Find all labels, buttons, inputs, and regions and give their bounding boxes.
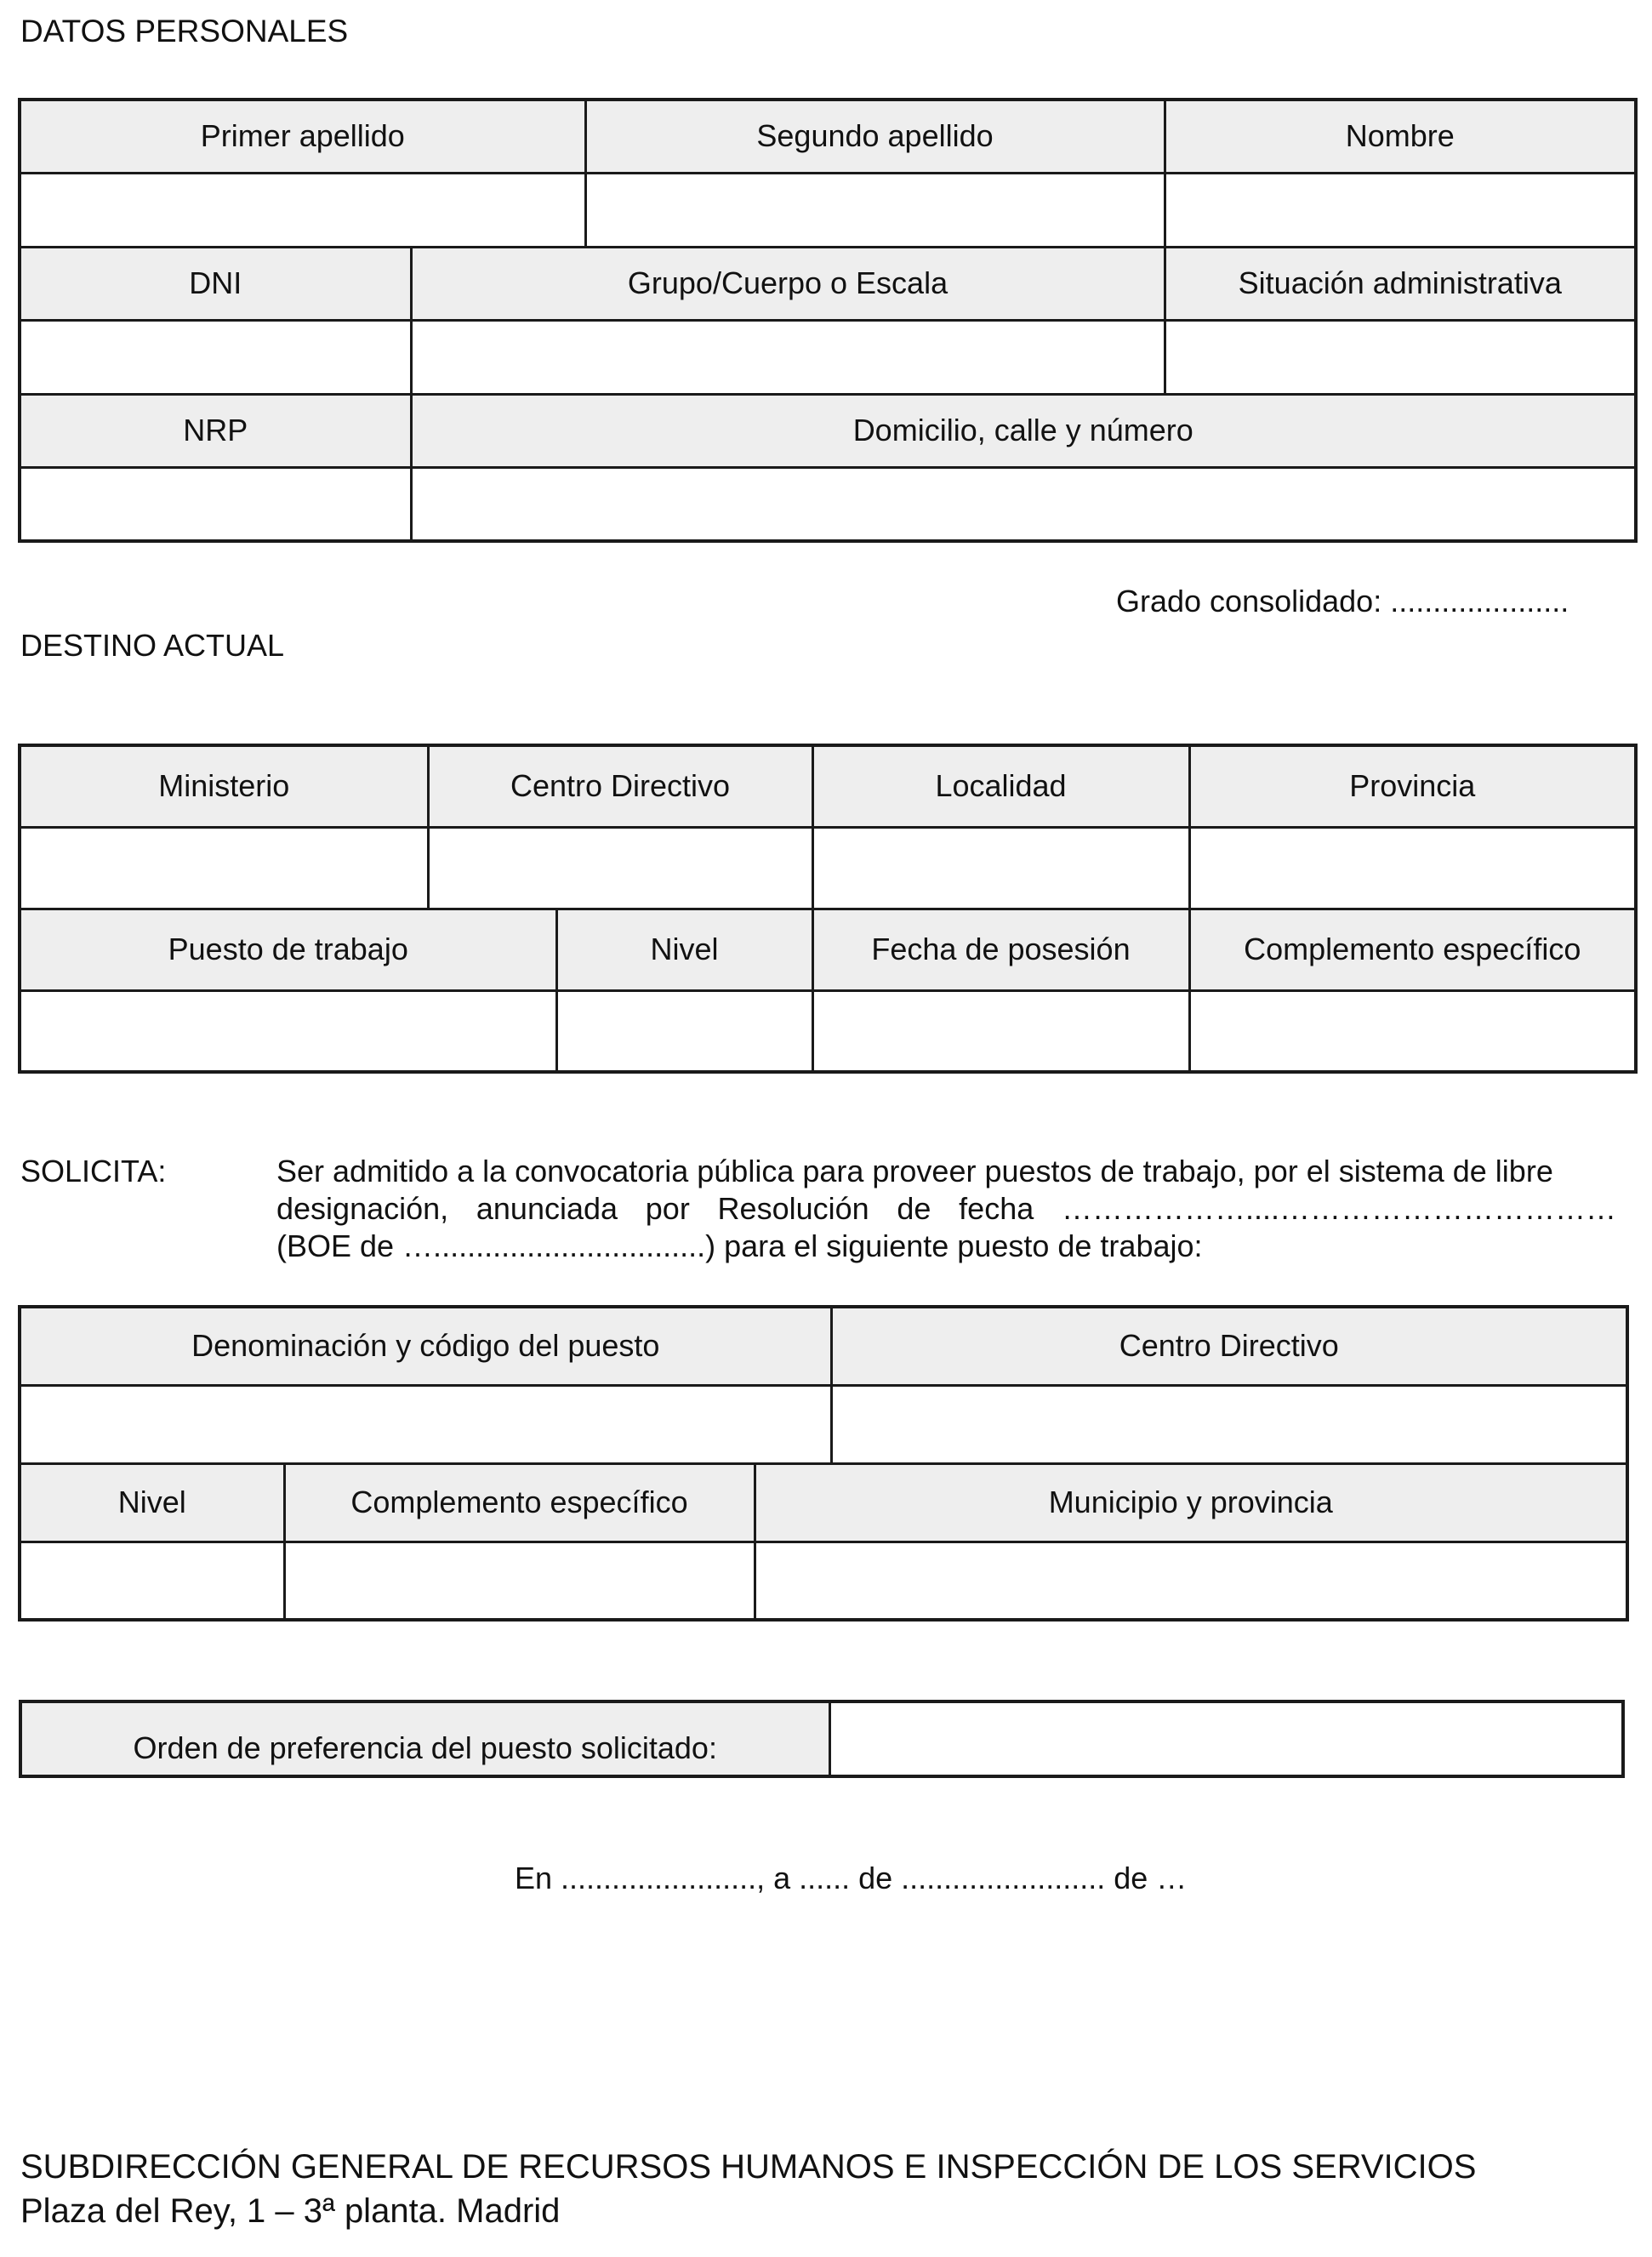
- solicita-word: por: [645, 1191, 690, 1226]
- field-municipio-provincia[interactable]: [755, 1542, 1627, 1620]
- solicita-word: de: [897, 1191, 931, 1226]
- solicita-fecha-dots: ………………....……………………………: [1061, 1191, 1616, 1226]
- section-title-destino-actual: DESTINO ACTUAL: [20, 628, 285, 663]
- solicita-label: SOLICITA:: [20, 1154, 167, 1188]
- header-dni: DNI: [20, 247, 411, 320]
- header-ministerio: Ministerio: [20, 745, 428, 827]
- header-centro-directivo: Centro Directivo: [428, 745, 812, 827]
- field-denominacion-codigo[interactable]: [20, 1385, 831, 1463]
- header-centro-directivo-solicitado: Centro Directivo: [831, 1307, 1627, 1385]
- header-nombre: Nombre: [1165, 100, 1636, 173]
- header-primer-apellido: Primer apellido: [20, 100, 585, 173]
- fecha-lugar: En ......................., a ...... de ........................ de …: [515, 1861, 1188, 1895]
- field-provincia[interactable]: [1189, 827, 1636, 909]
- field-nivel-solicitado[interactable]: [20, 1542, 284, 1620]
- field-complemento-especifico-solicitado[interactable]: [284, 1542, 755, 1620]
- field-domicilio[interactable]: [411, 467, 1636, 541]
- field-centro-directivo-solicitado[interactable]: [831, 1385, 1627, 1463]
- orden-preferencia-table: [19, 1700, 1625, 1778]
- footer-subdireccion: SUBDIRECCIÓN GENERAL DE RECURSOS HUMANOS E INSPECCIÓN DE LOS SERVICIOS: [20, 2148, 1477, 2186]
- field-nivel[interactable]: [556, 990, 812, 1072]
- footer-direccion: Plaza del Rey, 1 – 3ª planta. Madrid: [20, 2192, 561, 2230]
- field-localidad[interactable]: [812, 827, 1189, 909]
- puesto-solicitado-table: [18, 1305, 1629, 1622]
- field-dni[interactable]: [20, 320, 411, 394]
- section-title-datos-personales: DATOS PERSONALES: [20, 14, 349, 48]
- orden-preferencia-label: [20, 1701, 829, 1776]
- header-complemento-especifico: Complemento específico: [1189, 909, 1636, 990]
- field-complemento-especifico[interactable]: [1189, 990, 1636, 1072]
- header-situacion-administrativa: Situación administrativa: [1165, 247, 1636, 320]
- header-puesto-de-trabajo: Puesto de trabajo: [20, 909, 556, 990]
- solicita-line-2: [276, 1190, 1616, 1228]
- solicita-line-3: (BOE de …................................) para el siguiente puesto de trabajo:: [276, 1228, 1203, 1263]
- personal-data-table: [18, 98, 1638, 543]
- field-segundo-apellido[interactable]: [585, 173, 1165, 247]
- header-complemento-especifico-solicitado: Complemento específico: [284, 1463, 755, 1542]
- field-nombre[interactable]: [1165, 173, 1636, 247]
- header-localidad: Localidad: [812, 745, 1189, 827]
- field-fecha-de-posesion[interactable]: [812, 990, 1189, 1072]
- field-puesto-de-trabajo[interactable]: [20, 990, 556, 1072]
- solicita-word: Resolución: [717, 1191, 869, 1226]
- solicita-word: anunciada: [476, 1191, 618, 1226]
- header-provincia: Provincia: [1189, 745, 1636, 827]
- header-nrp: NRP: [20, 394, 411, 467]
- field-primer-apellido[interactable]: [20, 173, 585, 247]
- field-situacion-administrativa[interactable]: [1165, 320, 1636, 394]
- header-denominacion-codigo: Denominación y código del puesto: [20, 1307, 831, 1385]
- grado-consolidado: Grado consolidado: .....................: [1116, 584, 1569, 618]
- field-nrp[interactable]: [20, 467, 411, 541]
- header-grupo-cuerpo: Grupo/Cuerpo o Escala: [411, 247, 1165, 320]
- solicita-word: fecha: [959, 1191, 1034, 1226]
- destino-actual-table: [18, 744, 1638, 1074]
- field-ministerio[interactable]: [20, 827, 428, 909]
- header-domicilio: Domicilio, calle y número: [411, 394, 1636, 467]
- header-nivel: Nivel: [556, 909, 812, 990]
- header-fecha-de-posesion: Fecha de posesión: [812, 909, 1189, 990]
- field-grupo-cuerpo[interactable]: [411, 320, 1165, 394]
- solicita-line-1: Ser admitido a la convocatoria pública para proveer puestos de trabajo, por el sistema de libre: [276, 1154, 1553, 1188]
- field-centro-directivo[interactable]: [428, 827, 812, 909]
- orden-preferencia-text: Orden de preferencia del puesto solicitado:: [133, 1730, 717, 1765]
- header-municipio-provincia: Municipio y provincia: [755, 1463, 1627, 1542]
- header-segundo-apellido: Segundo apellido: [585, 100, 1165, 173]
- field-orden-preferencia[interactable]: [829, 1701, 1623, 1776]
- solicita-text: [276, 1153, 1616, 1265]
- header-nivel-solicitado: Nivel: [20, 1463, 284, 1542]
- solicita-word: designación,: [276, 1191, 449, 1226]
